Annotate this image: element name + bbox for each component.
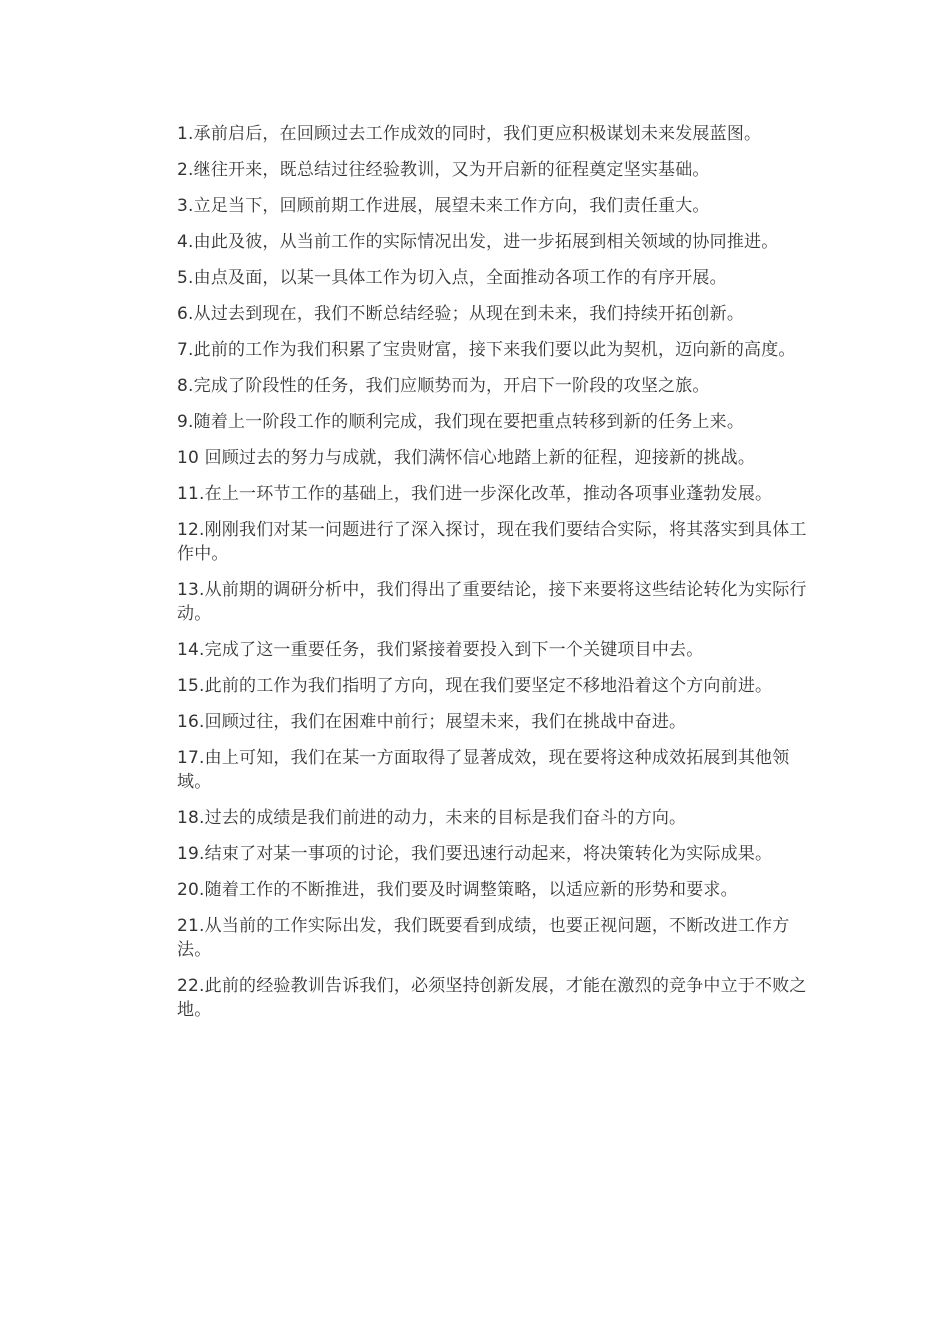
list-item: 13.从前期的调研分析中，我们得出了重要结论，接下来要将这些结论转化为实际行动。 [177, 580, 807, 624]
document-body [177, 122, 817, 1034]
list-item: 19.结束了对某一事项的讨论，我们要迅速行动起来，将决策转化为实际成果。 [177, 844, 773, 864]
list-item: 2.继往开来，既总结过往经验教训，又为开启新的征程奠定坚实基础。 [177, 160, 710, 180]
list-item: 8.完成了阶段性的任务，我们应顺势而为，开启下一阶段的攻坚之旅。 [177, 376, 710, 396]
list-item: 20.随着工作的不断推进，我们要及时调整策略，以适应新的形势和要求。 [177, 880, 738, 900]
list-item: 12.刚刚我们对某一问题进行了深入探讨，现在我们要结合实际，将其落实到具体工作中。 [177, 520, 807, 564]
list-item: 15.此前的工作为我们指明了方向，现在我们要坚定不移地沿着这个方向前进。 [177, 676, 773, 696]
list-item: 18.过去的成绩是我们前进的动力，未来的目标是我们奋斗的方向。 [177, 808, 687, 828]
list-item: 5.由点及面，以某一具体工作为切入点，全面推动各项工作的有序开展。 [177, 268, 727, 288]
list-item: 10 回顾过去的努力与成就，我们满怀信心地踏上新的征程，迎接新的挑战。 [177, 448, 756, 468]
list-item: 4.由此及彼，从当前工作的实际情况出发，进一步拓展到相关领域的协同推进。 [177, 232, 779, 252]
list-item: 6.从过去到现在，我们不断总结经验；从现在到未来，我们持续开拓创新。 [177, 304, 745, 324]
list-item: 3.立足当下，回顾前期工作进展，展望未来工作方向，我们责任重大。 [177, 196, 710, 216]
list-item: 7.此前的工作为我们积累了宝贵财富，接下来我们要以此为契机，迈向新的高度。 [177, 340, 796, 360]
list-item: 21.从当前的工作实际出发，我们既要看到成绩，也要正视问题，不断改进工作方法。 [177, 916, 790, 960]
list-item: 9.随着上一阶段工作的顺利完成，我们现在要把重点转移到新的任务上来。 [177, 412, 745, 432]
list-item: 11.在上一环节工作的基础上，我们进一步深化改革，推动各项事业蓬勃发展。 [177, 484, 773, 504]
list-item: 14.完成了这一重要任务，我们紧接着要投入到下一个关键项目中去。 [177, 640, 704, 660]
list-item: 1.承前启后，在回顾过去工作成效的同时，我们更应积极谋划未来发展蓝图。 [177, 124, 762, 144]
list-item: 16.回顾过往，我们在困难中前行；展望未来，我们在挑战中奋进。 [177, 712, 687, 732]
list-item: 17.由上可知，我们在某一方面取得了显著成效，现在要将这种成效拓展到其他领域。 [177, 748, 790, 792]
list-item: 22.此前的经验教训告诉我们，必须坚持创新发展，才能在激烈的竞争中立于不败之地。 [177, 976, 807, 1020]
